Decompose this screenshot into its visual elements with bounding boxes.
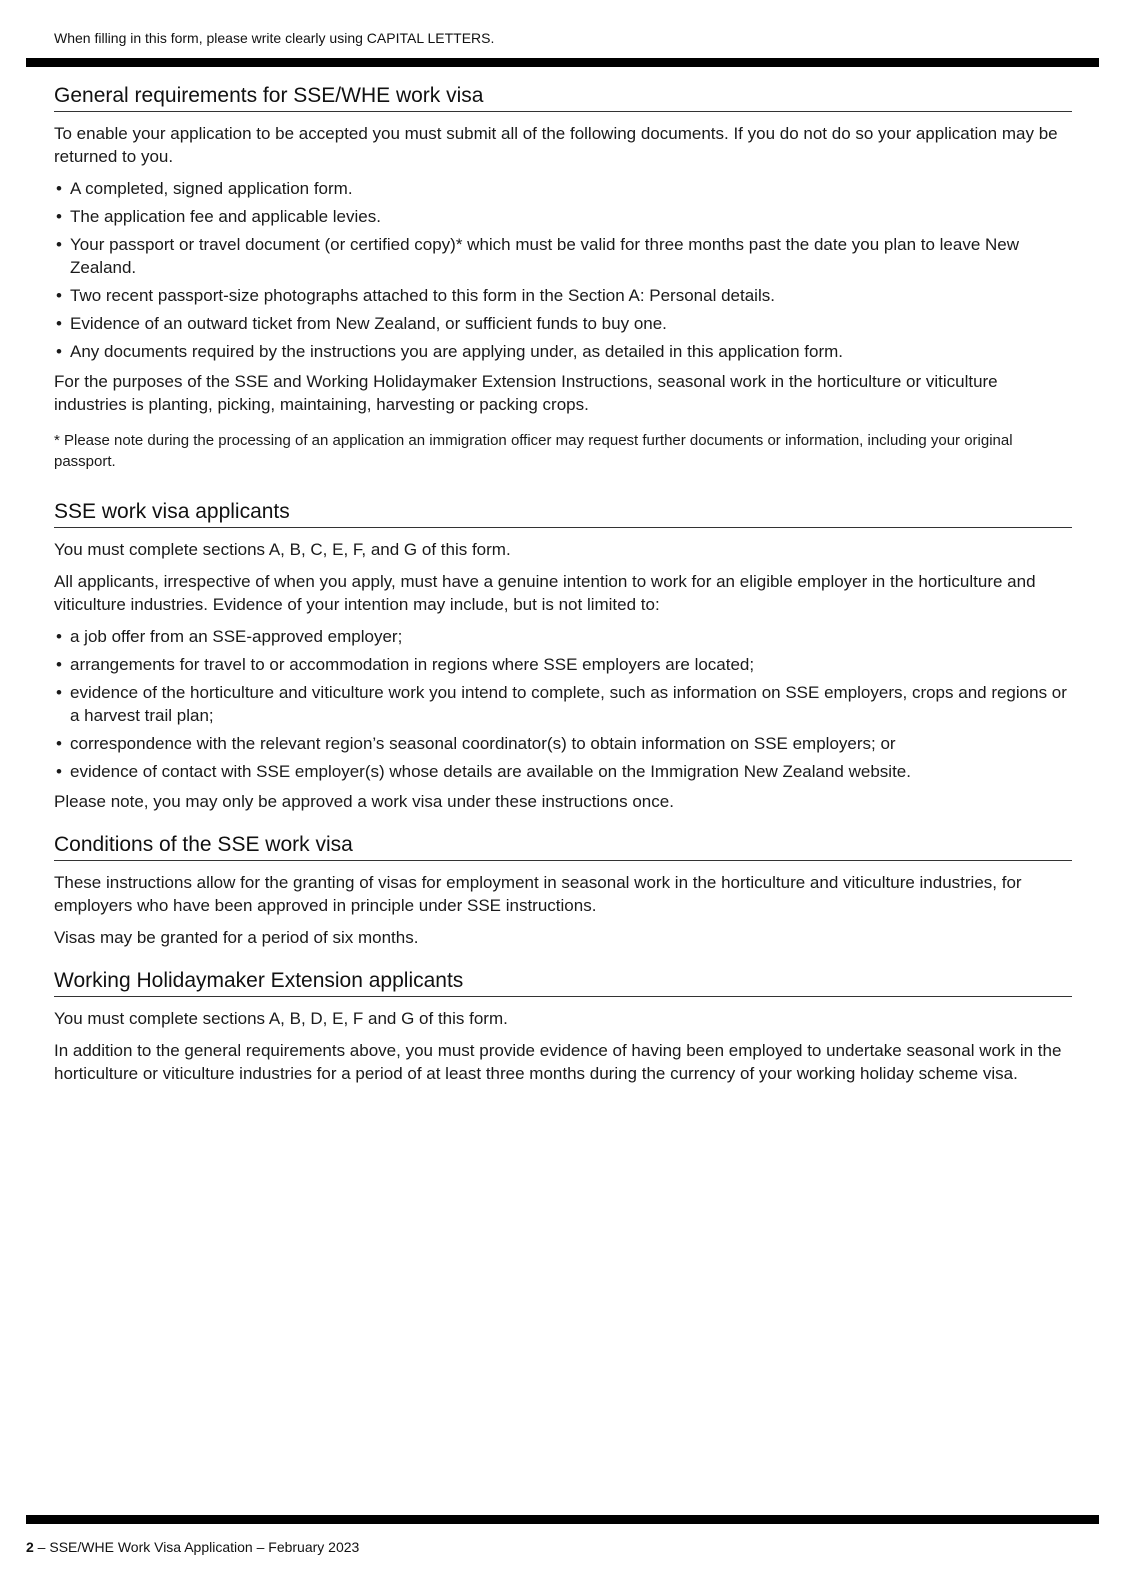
form-instruction-note: When filling in this form, please write clearly using CAPITAL LETTERS. bbox=[54, 30, 495, 46]
general-requirements-heading: General requirements for SSE/WHE work visa bbox=[54, 84, 1072, 112]
list-item: • Any documents required by the instructions you are applying under, as detailed in this application form. bbox=[54, 340, 1072, 363]
page-number: 2 bbox=[26, 1539, 34, 1555]
list-item: • arrangements for travel to or accommodation in regions where SSE employers are located; bbox=[54, 653, 1072, 676]
general-requirements-list bbox=[54, 177, 1072, 363]
footer-title: – SSE/WHE Work Visa Application – February 2023 bbox=[33, 1539, 360, 1555]
sse-conditions-heading: Conditions of the SSE work visa bbox=[54, 833, 1072, 861]
sse-conditions-section bbox=[54, 833, 1072, 949]
conditions-paragraph: These instructions allow for the granting of visas for employment in seasonal work in the horticulture and viticulture industries, for employers who have been approved in principle under SSE instructions. bbox=[54, 873, 1022, 915]
general-requirements-section bbox=[54, 84, 1072, 472]
list-item: • a job offer from an SSE-approved employer; bbox=[54, 625, 1072, 648]
seasonal-work-definition: For the purposes of the SSE and Working Holidaymaker Extension Instructions, seasonal work in the horticulture or viticulture industries is planting, picking, maintaining, harvesting or packing crops. bbox=[54, 372, 998, 414]
list-item: • evidence of the horticulture and viticulture work you intend to complete, such as information on SSE employers, crops and regions or a harvest trail plan; bbox=[54, 681, 1072, 727]
whe-evidence-paragraph: In addition to the general requirements above, you must provide evidence of having been employed to undertake seasonal work in the horticulture or viticulture industries for a period of at least three months during the currency of your working holiday scheme visa. bbox=[54, 1041, 1062, 1083]
page-footer bbox=[26, 1539, 359, 1555]
sse-evidence-list bbox=[54, 625, 1072, 783]
footnote: * Please note during the processing of an application an immigration officer may request further documents or information, including your original passport. bbox=[54, 432, 1013, 470]
page-content bbox=[54, 84, 1072, 1094]
sse-intention-text: All applicants, irrespective of when you apply, must have a genuine intention to work for an eligible employer in the horticulture and viticulture industries. Evidence of your intention may include, but is not limited to: bbox=[54, 572, 1036, 614]
whe-required-sections: You must complete sections A, B, D, E, F and G of this form. bbox=[54, 1009, 508, 1028]
list-item: • Evidence of an outward ticket from New Zealand, or sufficient funds to buy one. bbox=[54, 312, 1072, 335]
list-item: • evidence of contact with SSE employer(s) whose details are available on the Immigration New Zealand website. bbox=[54, 760, 1072, 783]
sse-applicants-heading: SSE work visa applicants bbox=[54, 500, 1072, 528]
list-item: • The application fee and applicable levies. bbox=[54, 205, 1072, 228]
sse-once-note: Please note, you may only be approved a work visa under these instructions once. bbox=[54, 792, 674, 811]
list-item: • Two recent passport-size photographs attached to this form in the Section A: Personal details. bbox=[54, 284, 1072, 307]
visa-duration-paragraph: Visas may be granted for a period of six months. bbox=[54, 928, 419, 947]
list-item: • Your passport or travel document (or certified copy)* which must be valid for three months past the date you plan to leave New Zealand. bbox=[54, 233, 1072, 279]
list-item: • correspondence with the relevant region’s seasonal coordinator(s) to obtain information on SSE employers; or bbox=[54, 732, 1072, 755]
sse-applicants-section bbox=[54, 500, 1072, 813]
sse-required-sections: You must complete sections A, B, C, E, F, and G of this form. bbox=[54, 540, 511, 559]
list-item: • A completed, signed application form. bbox=[54, 177, 1072, 200]
general-intro: To enable your application to be accepted you must submit all of the following documents. If you do not do so your application may be returned to you. bbox=[54, 124, 1058, 166]
header-rule bbox=[26, 58, 1099, 67]
footer-rule bbox=[26, 1515, 1099, 1524]
whe-applicants-heading: Working Holidaymaker Extension applicants bbox=[54, 969, 1072, 997]
whe-applicants-section bbox=[54, 969, 1072, 1085]
